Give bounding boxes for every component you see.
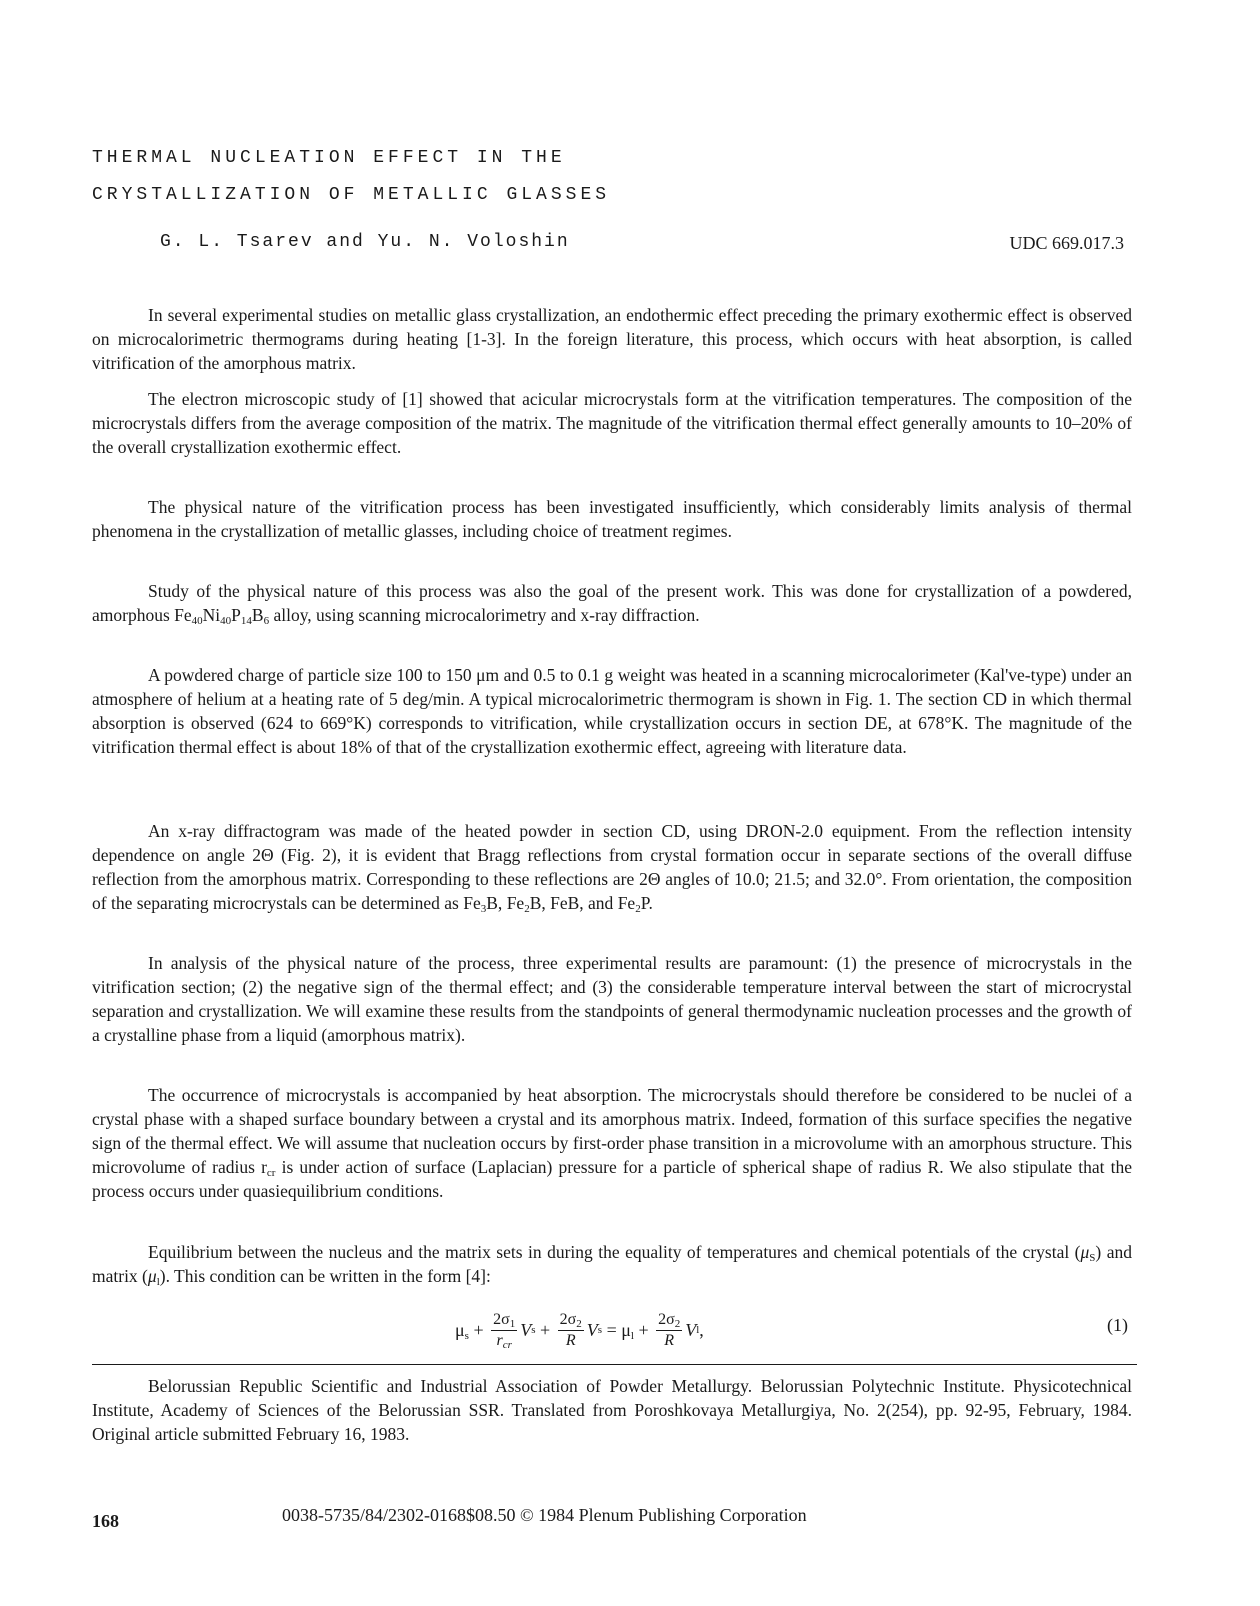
paragraph-6	[92, 819, 1132, 915]
equation-number: (1)	[1107, 1315, 1128, 1335]
alloy-element: Ni	[202, 605, 221, 625]
copyright-line: 0038-5735/84/2302-0168$08.50 © 1984 Plenum Publishing Corporation	[282, 1505, 807, 1525]
title-line-2: CRYSTALLIZATION OF METALLIC GLASSES	[92, 185, 611, 205]
denominator: R	[565, 1331, 576, 1349]
fraction-2sigma2-r	[558, 1310, 584, 1351]
volume-symbol: V	[685, 1319, 697, 1340]
p8-text-before: The occurrence of microcrystals is accompanied by heat absorption. The microcrystals should therefore be considered to be nuclei of a crystal phase with a shaped surface boundary between a crystal and its amorphous matrix. Indeed, formation of this surface specifies the negative sign of the thermal effect. We will assume that nucleation occurs by first-order phase transition in a microvolume with an amorphous structure. This microvolume of radius	[92, 1085, 1132, 1177]
alloy-subscript: 40	[220, 615, 232, 627]
plus-sign: +	[638, 1319, 649, 1340]
mu-symbol: μ	[455, 1319, 465, 1340]
numerator-text: 2σ	[559, 1310, 577, 1328]
phase-subscript: 2	[524, 903, 530, 915]
mu-subscript: S	[1089, 1252, 1096, 1264]
paragraph-1: In several experimental studies on metallic glass crystallization, an endothermic effect preceding the primary exothermic effect is observed on microcalorimetric thermograms during heating [1-3]. In the foreign literature, this process, which occurs with heat absorption, is called vitrification of the amorphous matrix.	[92, 305, 1132, 373]
alloy-subscript: 6	[263, 615, 270, 627]
numerator-subscript: 2	[576, 1317, 582, 1330]
numerator	[656, 1310, 682, 1331]
paragraph-7: In analysis of the physical nature of the process, three experimental results are paramount: (1) the presence of microcrystals in the vitrification section; (2) the negative sign of the thermal effect; and (3) the considerable temperature interval between the start of microcrystal separation and crystallization. We will examine these results from the standpoints of general thermodynamic nucleation processes and the growth of a crystalline phase from a liquid (amorphous matrix).	[92, 953, 1132, 1045]
alloy-element: Fe	[174, 605, 192, 625]
alloy-subscript: 14	[240, 615, 252, 627]
paragraph-2: The electron microscopic study of [1] showed that acicular microcrystals form at the vitrification temperatures. The composition of the microcrystals differs from the average composition of the matrix. The magnitude of the vitrification thermal effect generally amounts to 10–20% of the overall crystallization exothermic effect.	[92, 389, 1132, 457]
paragraph-8	[92, 1083, 1132, 1203]
mu-l-term	[621, 1320, 634, 1341]
phase-element: Fe	[463, 893, 481, 913]
p9-text-b: ) and matrix (	[92, 1242, 1132, 1286]
p8-text-after: is under action of surface (Laplacian) pressure for a particle of spherical shape of radius R. We also stipulate that the process occurs under quasiequilibrium conditions.	[92, 1157, 1133, 1201]
p9-text-a: Equilibrium between the nucleus and the matrix sets in during the equality of temperatures and chemical potentials of the crystal (	[148, 1242, 1081, 1262]
fraction-2sigma1-rcr	[491, 1310, 517, 1351]
phase-subscript: 3	[480, 903, 487, 915]
mu-subscript: l	[630, 1329, 634, 1342]
radius-r: r	[261, 1157, 267, 1177]
radius-subscript: cr	[266, 1167, 276, 1179]
fraction-2sigma2-r	[656, 1310, 682, 1351]
mu-symbol: μ	[147, 1266, 157, 1286]
udc-code: UDC 669.017.3	[1009, 233, 1124, 253]
phase-tail: B,	[486, 893, 507, 913]
plus-sign: +	[473, 1319, 484, 1340]
alloy-formula	[174, 605, 269, 625]
numerator	[558, 1310, 584, 1331]
p4-text-after: alloy, using scanning microcalorimetry and x-ray diffraction.	[269, 605, 700, 625]
alloy-element: B	[251, 605, 264, 625]
page-number: 168	[92, 1511, 119, 1531]
mu-s-term	[455, 1320, 469, 1341]
numerator-text: 2σ	[493, 1310, 510, 1328]
phase-tail: P.	[640, 893, 653, 913]
equals-sign: =	[606, 1319, 617, 1340]
p6-text: An x-ray diffractogram was made of the heated powder in section CD, using DRON-2.0 equipment. From the reflection intensity dependence on angle 2Θ (Fig. 2), it is evident that Bragg reflections from crystal formation occur in separate sections of the overall diffuse reflection from the amorphous matrix. Corresponding to these reflections are 2Θ angles of 10.0; 21.5; and 32.0°. From orientation, the composition of the separating microcrystals can be determined as	[92, 821, 1132, 913]
paragraph-4	[92, 579, 1132, 627]
denominator	[496, 1331, 511, 1351]
mu-symbol: μ	[1080, 1242, 1090, 1262]
volume-symbol: V	[520, 1319, 532, 1340]
phase-fe2b	[507, 893, 618, 913]
phase-element: Fe	[506, 893, 525, 913]
equation-1: $\mu_s$ + $\frac{2\sigma_1}{r_{cr}}$ V s + $\frac{2\sigma_2}{R}$ V s = $\mu_l$ + $\frac{2\sigma_2}{R}$ V l ,	[455, 1310, 704, 1351]
phase-subscript: 2	[635, 903, 641, 915]
title-line-1: THERMAL NUCLEATION EFFECT IN THE	[92, 148, 566, 168]
alloy-element: P	[231, 605, 241, 625]
phase-tail: B, FeB, and	[529, 893, 618, 913]
denominator-subscript: cr	[502, 1338, 512, 1351]
denominator: R	[664, 1331, 675, 1349]
denominator-text: r	[496, 1331, 503, 1349]
authors: G. L. Tsarev and Yu. N. Voloshin	[160, 232, 570, 252]
equation-comma: ,	[699, 1319, 704, 1340]
numerator	[491, 1310, 517, 1331]
footnote-divider	[92, 1364, 1137, 1365]
paragraph-9	[92, 1240, 1132, 1288]
paragraph-5: A powdered charge of particle size 100 to 150 μm and 0.5 to 0.1 g weight was heated in a scanning microcalorimeter (Kal've-type) under an atmosphere of helium at a heating rate of 5 deg/min. A typical microcalorimetric thermogram is shown in Fig. 1. The section CD in which thermal absorption is observed (624 to 669°K) corresponds to vitrification, while crystallization occurs in section DE, at 678°K. The magnitude of the vitrification thermal effect is about 18% of that of the crystallization exothermic effect, agreeing with literature data.	[92, 665, 1132, 757]
phase-fe3b	[463, 893, 506, 913]
numerator-subscript: 1	[509, 1317, 516, 1330]
footnote: Belorussian Republic Scientific and Industrial Association of Powder Metallurgy. Belorussian Polytechnic Institute. Physicotechnical Institute, Academy of Sciences of the Belorussian SSR. Translated from Poroshkovaya Metallurgiya, No. 2(254), pp. 92-95, February, 1984. Original article submitted February 16, 1983.	[92, 1376, 1132, 1444]
alloy-subscript: 40	[191, 615, 203, 627]
p9-text-c: ). This condition can be written in the form [4]:	[159, 1266, 491, 1286]
numerator-subscript: 2	[674, 1317, 681, 1330]
mu-subscript: s	[464, 1329, 469, 1342]
phase-fe2p	[618, 893, 653, 913]
mu-subscript: l	[156, 1276, 160, 1288]
mu-symbol: μ	[621, 1319, 631, 1340]
radius-symbol	[261, 1157, 275, 1177]
numerator-text: 2σ	[658, 1310, 675, 1328]
plus-sign: +	[540, 1319, 551, 1340]
p4-text-before: Study of the physical nature of this process was also the goal of the present work. This was done for crystallization of a powdered, amorphous	[92, 581, 1132, 625]
paragraph-3: The physical nature of the vitrification process has been investigated insufficiently, which considerably limits analysis of thermal phenomena in the crystallization of metallic glasses, including choice of treatment regimes.	[92, 497, 1132, 541]
volume-symbol: V	[586, 1319, 598, 1340]
phase-element: Fe	[617, 893, 636, 913]
